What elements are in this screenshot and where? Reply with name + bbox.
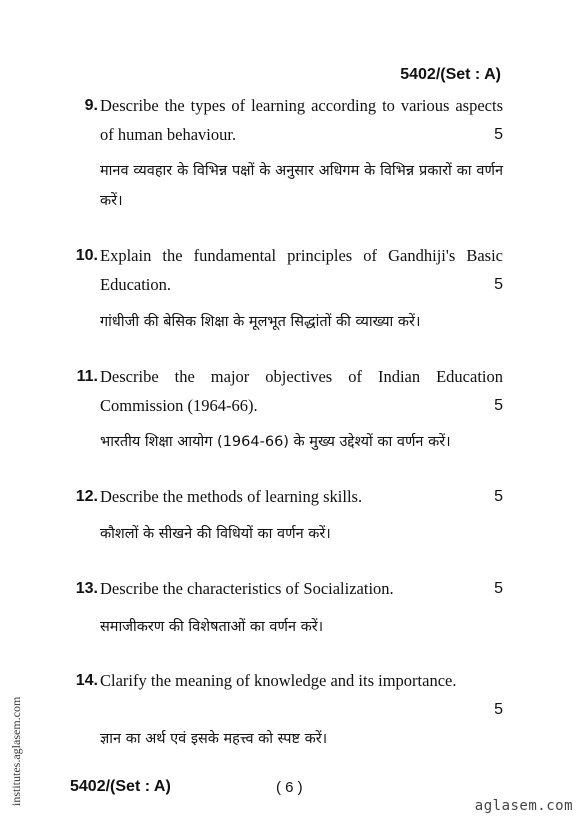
question-number: 10. (75, 247, 98, 264)
question-text-english: Describe the characteristics of Socialization. (100, 579, 394, 598)
page-number: ( 6 ) (276, 779, 303, 796)
paper-code-header: 5402/(Set : A) (400, 66, 501, 83)
question-marks: 5 (494, 580, 503, 597)
question-text-hindi: समाजीकरण की विशेषताओं का वर्णन करें। (100, 619, 324, 635)
question-number: 13. (75, 580, 98, 597)
question-text-hindi: भारतीय शिक्षा आयोग (1964-66) के मुख्य उद्देश्यों का वर्णन करें। (100, 434, 451, 450)
question-marks: 5 (494, 397, 503, 414)
question-text-hindi: ज्ञान का अर्थ एवं इसके महत्त्व को स्पष्ट करें। (100, 731, 328, 747)
question-text-english: Describe the methods of learning skills. (100, 487, 363, 506)
question-text-english: Describe the major objectives of Indian Education Commission (1964-66). (100, 367, 503, 415)
brand-watermark: aglasem.com (474, 798, 573, 814)
question-number: 14. (75, 672, 98, 689)
question-text-english: Clarify the meaning of knowledge and its importance. (100, 671, 457, 690)
question-text-english: Explain the fundamental principles of Gandhiji's Basic Education. (100, 246, 503, 294)
question-number: 11. (76, 368, 98, 385)
question-number: 9. (84, 97, 98, 114)
side-watermark: institutes.aglasem.com (9, 696, 23, 806)
question-marks: 5 (494, 701, 503, 718)
question-marks: 5 (494, 126, 503, 143)
question-text-hindi: गांधीजी की बेसिक शिक्षा के मूलभूत सिद्धांतों की व्याख्या करें। (100, 314, 421, 330)
question-text-hindi: मानव व्यवहार के विभिन्न पक्षों के अनुसार अधिगम के विभिन्न प्रकारों का वर्णन करें। (100, 163, 503, 209)
question-number: 12. (75, 488, 98, 505)
question-marks: 5 (494, 276, 503, 293)
question-text-english: Describe the types of learning according to various aspects of human behaviour. (100, 96, 503, 144)
question-text-hindi: कौशलों के सीखने की विधियों का वर्णन करें। (100, 526, 331, 542)
question-marks: 5 (494, 488, 503, 505)
paper-code-footer: 5402/(Set : A) (70, 778, 171, 795)
